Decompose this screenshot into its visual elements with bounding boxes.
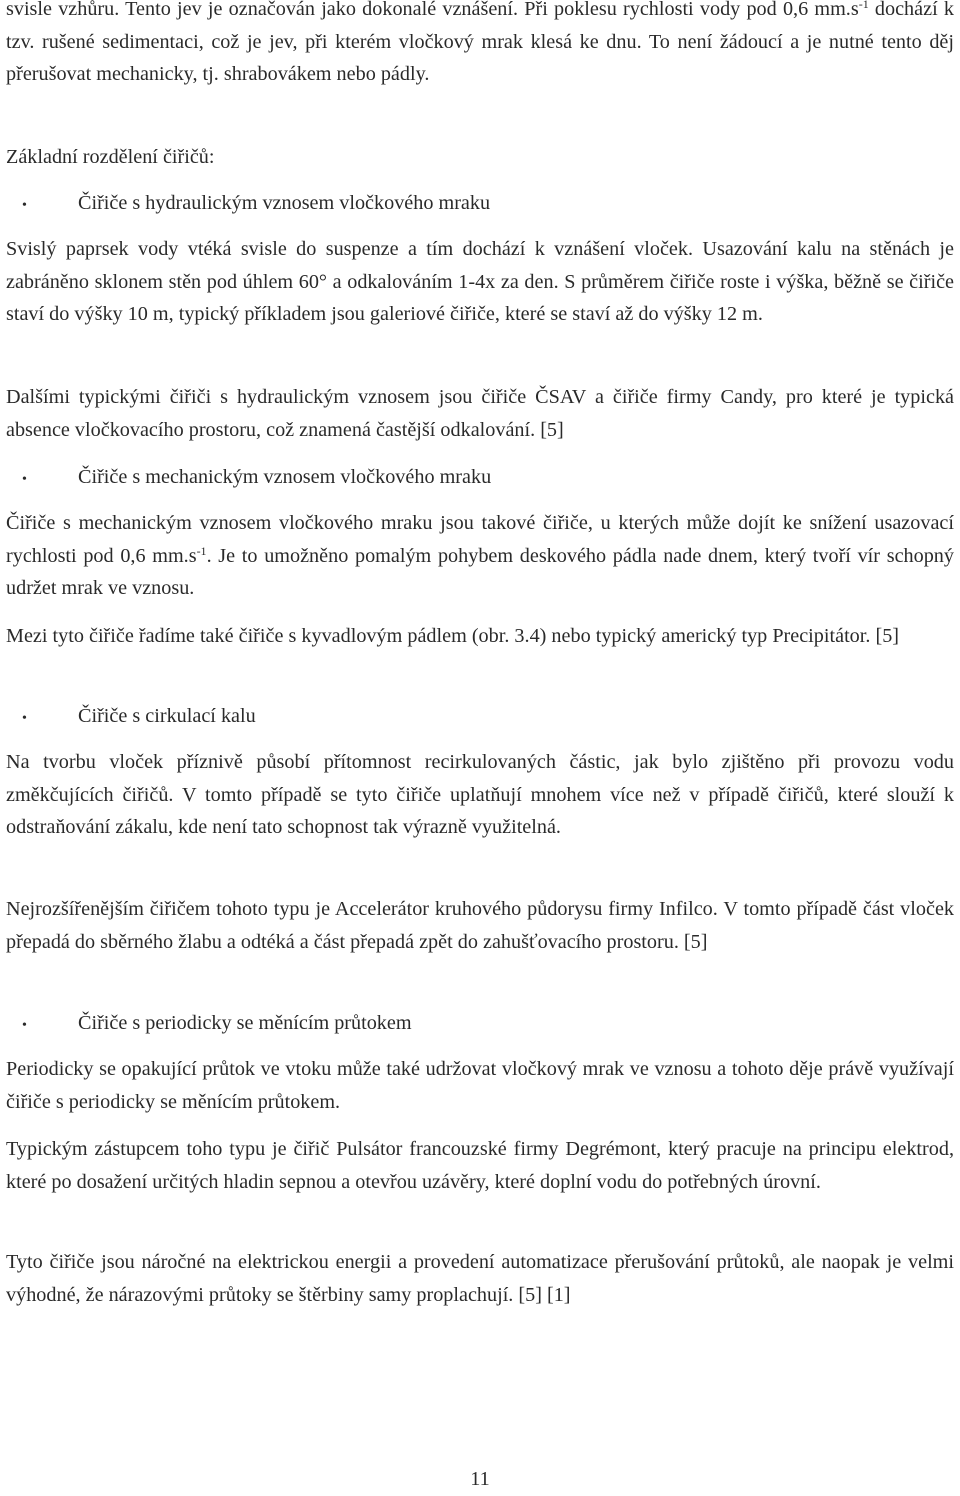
bullet-item-periodic bbox=[6, 1007, 954, 1043]
paragraph-intro: svisle vzhůru. Tento jev je označován jako dokonalé vznášení. Při poklesu rychlosti vody pod 0,6 $mm.s^{-1}$ dochází k tzv. rušené sedimentaci, což je jev, při kterém vločkový mrak klesá ke dnu. To není žádoucí a je nutné tento děj přerušovat mechanicky, tj. shrabovákem nebo pádly. bbox=[6, 0, 954, 91]
superscript: -1 bbox=[196, 543, 207, 558]
section-heading: Čiřiče s hydraulickým vznosem vločkového mraku bbox=[78, 192, 491, 214]
bullet-icon: • bbox=[22, 472, 27, 487]
bullet-item-hydraulic bbox=[6, 187, 954, 223]
page-number: 11 bbox=[470, 1468, 490, 1490]
section-heading: Čiřiče s cirkulací kalu bbox=[78, 705, 256, 727]
paragraph: Čiřiče s mechanickým vznosem vločkového mraku jsou takové čiřiče, u kterých může dojít ke snížení usazovací rychlosti pod 0,6 $mm.s^{-1}$. Je to umožněno pomalým pohybem deskového pádla nade dnem, který tvoří vír schopný udržet mrak ve vznosu. bbox=[6, 512, 954, 599]
paragraph: Na tvorbu vloček příznivě působí přítomnost recirkulovaných částic, jak bylo zjištěno při provozu vodu změkčujících čiřičů. V tomto případě se tyto čiřiče uplatňují mnohem více než v případě čiřičů, které slouží k odstraňování zákalu, kde není tato schopnost tak výrazně využitelná. bbox=[6, 751, 954, 838]
paragraph: Tyto čiřiče jsou náročné na elektrickou energii a provedení automatizace přerušování průtoků, ale naopak je velmi výhodné, že nárazovými průtoky se štěrbiny samy proplachují. [5] [1] bbox=[6, 1251, 954, 1306]
bullet-icon: • bbox=[22, 1018, 27, 1033]
paragraph: Mezi tyto čiřiče řadíme také čiřiče s kyvadlovým pádlem (obr. 3.4) nebo typický americký typ Precipitátor. [5] bbox=[6, 625, 900, 647]
paragraph: Dalšími typickými čiřiči s hydraulickým vznosem jsou čiřiče ČSAV a čiřiče firmy Candy, pro které je typická absence vločkovacího prostoru, což znamená častější odkalování. [5] bbox=[6, 386, 954, 441]
paragraph: Nejrozšířenějším čiřičem tohoto typu je Accelerátor kruhového půdorysu firmy Infilco. V tomto případě část vloček přepadá do sběrného žlabu a odtéká a část přepadá zpět do zahušťovacího prostoru. [5] bbox=[6, 898, 954, 953]
bullet-icon: • bbox=[22, 711, 27, 726]
paragraph: Periodicky se opakující průtok ve vtoku může také udržovat vločkový mrak ve vznosu a tohoto děje právě využívají čiřiče s periodicky se měnícím průtokem. bbox=[6, 1058, 954, 1113]
section-heading: Čiřiče s periodicky se měnícím průtokem bbox=[78, 1012, 412, 1034]
paragraph: Svislý paprsek vody vtéká svisle do suspenze a tím dochází k vznášení vloček. Usazování kalu na stěnách je zabráněno sklonem stěn pod úhlem 60° a odkalováním 1-4x za den. S průměrem čiřiče roste i výška, běžně se čiřiče staví do výšky 10 m, typický příkladem jsou galeriové čiřiče, které se staví až do výšky 12 m. bbox=[6, 238, 954, 325]
bullet-icon: • bbox=[22, 198, 27, 213]
paragraph: Typickým zástupcem toho typu je čiřič Pulsátor francouzské firmy Degrémont, který pracuje na principu elektrod, které po dosažení určitých hladin sepnou a otevřou uzávěry, které doplní vodu do potřebných úrovní. bbox=[6, 1138, 954, 1193]
bullet-item-circulation bbox=[6, 700, 954, 736]
superscript: -1 bbox=[858, 0, 869, 11]
bullet-item-mechanical bbox=[6, 461, 954, 497]
section-heading: Čiřiče s mechanickým vznosem vločkového mraku bbox=[78, 466, 492, 488]
paragraph-division: Základní rozdělení čiřičů: bbox=[6, 146, 215, 168]
